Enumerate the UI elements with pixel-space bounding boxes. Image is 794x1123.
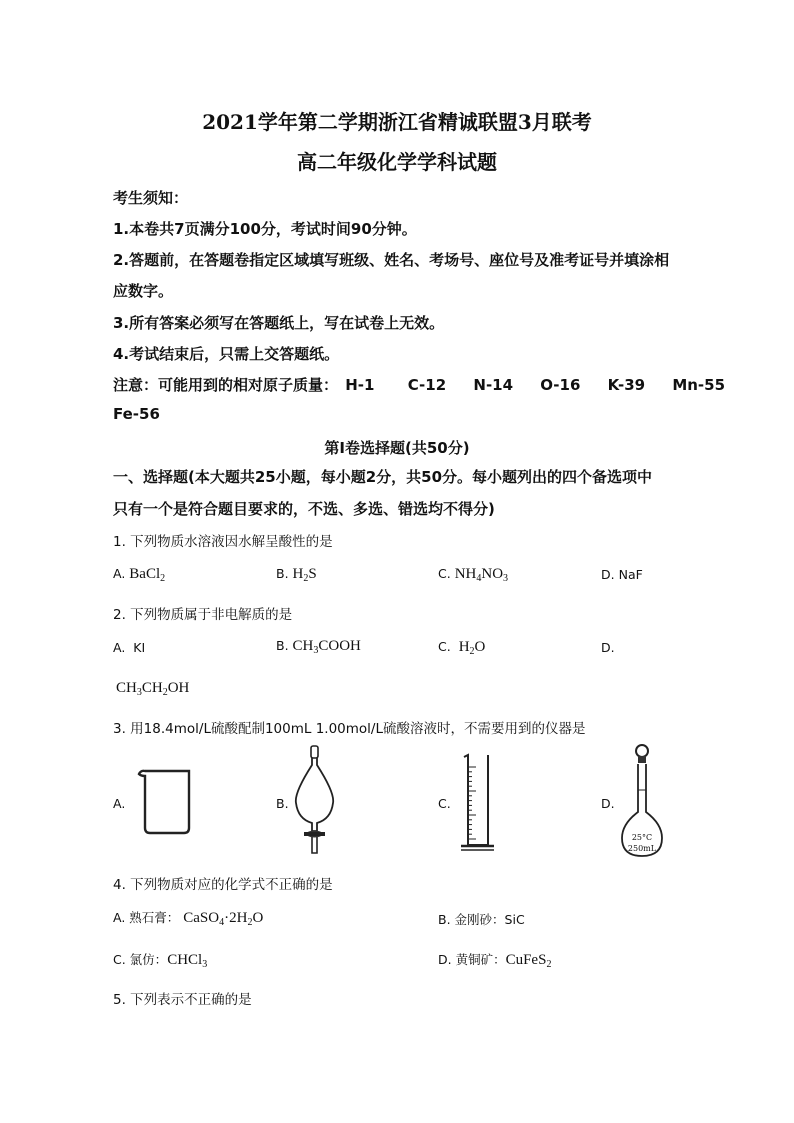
notice-item-2: 2.答题前，在答题卷指定区域填写班级、姓名、考场号、座位号及准考证号并填涂相 <box>113 251 670 269</box>
q1-stem: 1. 下列物质水溶液因水解呈酸性的是 <box>113 534 333 550</box>
q1-a-formula: BaCl$_2$ <box>129 566 166 584</box>
q2-stem: 2. 下列物质属于非电解质的是 <box>113 607 293 623</box>
q5-stem: 5. 下列表示不正确的是 <box>113 992 252 1008</box>
q1-c-formula: $NH_4NO_3$ <box>454 566 509 584</box>
q1-a-label: A. <box>113 566 126 581</box>
flask-volume-label: 250mL <box>627 844 657 853</box>
q1-b-formula: $H_2S$ <box>292 566 317 584</box>
q4-b-text: SiC <box>504 912 525 927</box>
notice-item-2-cont: 应数字。 <box>113 282 174 300</box>
q1-c-label: C. <box>438 566 451 581</box>
q4-c-label: C. 氯仿： <box>113 952 168 967</box>
atomic-mass-fe: Fe-56 <box>113 405 160 423</box>
q2-c-label: C. <box>438 639 451 654</box>
q4-d-label: D. 黄铜矿： <box>438 952 506 967</box>
atomic-mass-n: N-14 <box>473 376 514 394</box>
section-title: 第Ⅰ卷选择题(共50分) <box>324 439 470 457</box>
q4-a-formula: $CaSO_4\cdot 2H_2O$ <box>183 910 264 928</box>
atomic-mass-o: O-16 <box>540 376 581 394</box>
q3-stem: 3. 用18.4mol/L硫酸配制100mL 1.00mol/L硫酸溶液时，不需要用到的仪器是 <box>113 721 586 737</box>
q4-a-label: A. 熟石膏： <box>113 910 180 925</box>
notice-item-4: 4.考试结束后，只需上交答题纸。 <box>113 345 340 363</box>
q1-d-text: NaF <box>618 567 643 582</box>
graduated-cylinder-icon[interactable] <box>458 753 498 853</box>
q1-option-d[interactable] <box>601 567 643 582</box>
q2-a-text: KI <box>133 640 146 655</box>
q2-b-formula: $CH_3COOH$ <box>292 638 361 656</box>
q2-option-a[interactable] <box>113 640 145 655</box>
atomic-mass-line <box>113 374 747 395</box>
atomic-mass-mn: Mn-55 <box>672 376 726 394</box>
q2-option-b[interactable] <box>276 638 361 656</box>
notice-item-1: 1.本卷共7页满分100分，考试时间90分钟。 <box>113 220 417 238</box>
notice-item-3: 3.所有答案必须写在答题纸上，写在试卷上无效。 <box>113 314 445 332</box>
q1-option-a[interactable] <box>113 566 165 584</box>
q2-a-label: A. <box>113 640 126 655</box>
q4-option-b[interactable] <box>438 910 525 928</box>
beaker-icon[interactable] <box>137 768 195 838</box>
q2-b-label: B. <box>276 638 289 653</box>
q1-option-c[interactable] <box>438 566 508 584</box>
atomic-mass-label: 注意：可能用到的相对原子质量： <box>113 376 339 394</box>
q2-option-c[interactable] <box>438 639 485 657</box>
section-instructions-1: 一、选择题(本大题共25小题，每小题2分，共50分。每小题列出的四个备选项中 <box>113 468 653 486</box>
volumetric-flask-icon[interactable] <box>618 742 666 862</box>
q4-c-formula: CHCl$_3$ <box>167 952 208 970</box>
q4-d-formula: CuFeS$_2$ <box>505 952 552 970</box>
q2-option-d-label[interactable]: D. <box>601 640 615 655</box>
exam-subtitle: 高二年级化学学科试题 <box>297 150 497 174</box>
exam-title: 2021学年第二学期浙江省精诚联盟3月联考 <box>202 110 592 134</box>
q4-b-label: B. 金刚砂： <box>438 912 505 927</box>
q1-d-label: D. <box>601 567 615 582</box>
q4-option-c[interactable] <box>113 950 207 970</box>
q4-option-d[interactable] <box>438 950 551 970</box>
atomic-mass-k: K-39 <box>607 376 646 394</box>
section-instructions-2: 只有一个是符合题目要求的，不选、多选、错选均不得分) <box>113 500 495 518</box>
q3-option-a-label[interactable]: A. <box>113 796 126 811</box>
flask-temp-label: 25°C <box>631 833 653 842</box>
q4-option-a[interactable] <box>113 908 263 928</box>
atomic-mass-c: C-12 <box>407 376 447 394</box>
separatory-funnel-icon[interactable] <box>290 745 340 857</box>
q1-option-b[interactable] <box>276 566 317 584</box>
notice-heading: 考生须知： <box>113 189 189 207</box>
q3-option-b-label[interactable]: B. <box>276 796 289 811</box>
q2-c-formula: $H_2O$ <box>458 639 486 657</box>
atomic-mass-h: H-1 <box>345 376 375 394</box>
q3-option-c-label[interactable]: C. <box>438 796 451 811</box>
q1-b-label: B. <box>276 566 289 581</box>
q3-option-d-label[interactable]: D. <box>601 796 615 811</box>
q2-d-formula[interactable]: $CH_3CH_2OH$ <box>116 680 190 698</box>
q4-stem: 4. 下列物质对应的化学式不正确的是 <box>113 877 333 893</box>
